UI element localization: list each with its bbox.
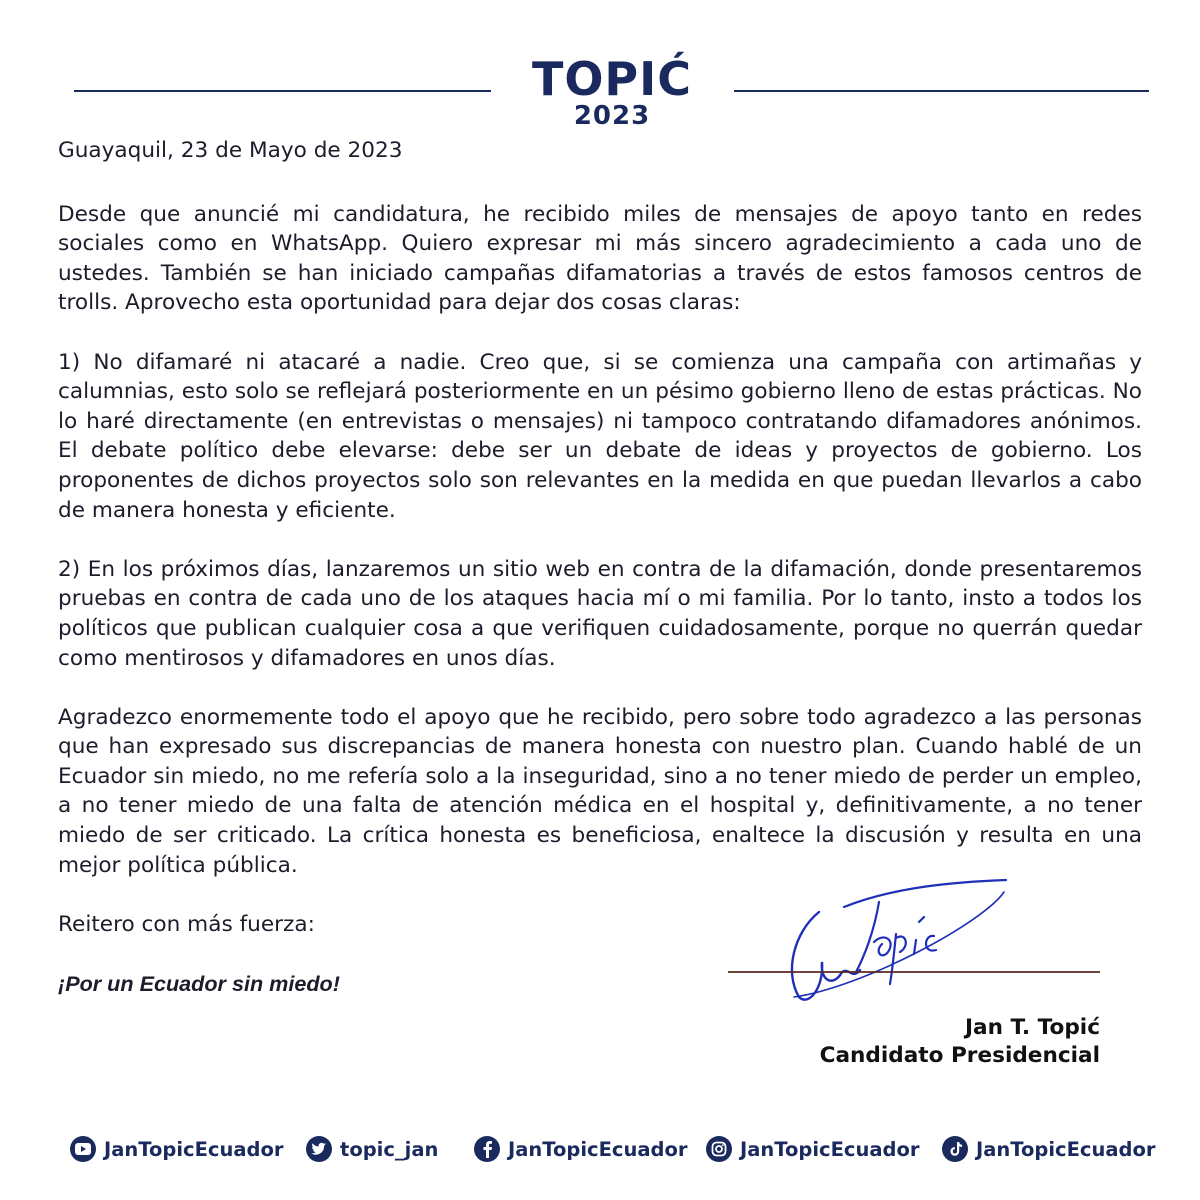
paragraph-thanks: Agradezco enormemente todo el apoyo que he recibido, pero sobre todo agradezco a las personas que han expresado sus discrepancias de manera honesta con nuestro plan. Cuando hablé de un Ecuador sin miedo, no me refería solo a la inseguridad, sino a no tener miedo de perder un empleo, a no tener miedo de una falta de atención médica en el hospital y, definitivamente, a no tener miedo de ser criticado. La crítica honesta es beneficiosa, enaltece la discusión y resulta en una mejor política pública. <box>58 704 1142 878</box>
header-rule-right <box>734 90 1149 92</box>
header-rule-left <box>74 90 491 92</box>
signer-block <box>820 1014 1100 1070</box>
social-facebook[interactable] <box>474 1136 688 1162</box>
facebook-icon <box>474 1136 500 1162</box>
signer-name: Jan T. Topić <box>964 1015 1100 1040</box>
social-tiktok[interactable] <box>942 1136 1156 1162</box>
social-handle: JanTopicEcuador <box>740 1137 920 1161</box>
signature <box>724 862 1104 1012</box>
logo-name: TOPIĆ <box>531 52 693 106</box>
social-handle: JanTopicEcuador <box>104 1137 284 1161</box>
youtube-icon <box>70 1136 96 1162</box>
social-instagram[interactable] <box>706 1136 920 1162</box>
tiktok-icon <box>942 1136 968 1162</box>
paragraph-point-2: 2) En los próximos días, lanzaremos un sitio web en contra de la difamación, donde presentaremos pruebas en contra de cada uno de los ataques hacia mí o mi familia. Por lo tanto, insto a todos los políticos que publican cualquier cosa a que verifiquen cuidadosamente, porque no querrán quedar como mentirosos y difamadores en unos días. <box>58 556 1142 671</box>
social-handle: topic_jan <box>340 1137 439 1161</box>
paragraph-point-1: 1) No difamaré ni atacaré a nadie. Creo que, si se comienza una campaña con artimañas y calumnias, esto solo se reflejará posteriormente en un pésimo gobierno lleno de estas prácticas. No lo haré directamente (en entrevistas o mensajes) ni tampoco contratando difamadores anónimos. El debate político debe elevarse: debe ser un debate de ideas y proyectos de gobierno. Los proponentes de dichos proyectos solo son relevantes en la medida en que puedan llevarlos a cabo de manera honesta y eficiente. <box>58 349 1142 523</box>
instagram-icon <box>706 1136 732 1162</box>
slogan: ¡Por un Ecuador sin miedo! <box>58 971 340 997</box>
social-youtube[interactable] <box>70 1136 284 1162</box>
social-footer <box>0 1136 1200 1172</box>
logo-year: 2023 <box>573 101 651 131</box>
social-handle: JanTopicEcuador <box>508 1137 688 1161</box>
campaign-logo <box>500 52 724 131</box>
paragraph-intro: Desde que anuncié mi candidatura, he recibido miles de mensajes de apoyo tanto en redes sociales como en WhatsApp. Quiero expresar mi más sincero agradecimiento a cada uno de ustedes. También se han iniciado campañas difamatorias a través de estos famosos centros de trolls. Aprovecho esta oportunidad para dejar dos cosas claras: <box>58 201 1142 316</box>
date-line: Guayaquil, 23 de Mayo de 2023 <box>58 138 403 163</box>
closing-intro: Reitero con más fuerza: <box>58 911 315 937</box>
signer-title: Candidato Presidencial <box>819 1043 1100 1068</box>
letterhead <box>0 0 1200 140</box>
twitter-icon <box>306 1136 332 1162</box>
social-handle: JanTopicEcuador <box>976 1137 1156 1161</box>
social-twitter[interactable] <box>306 1136 438 1162</box>
